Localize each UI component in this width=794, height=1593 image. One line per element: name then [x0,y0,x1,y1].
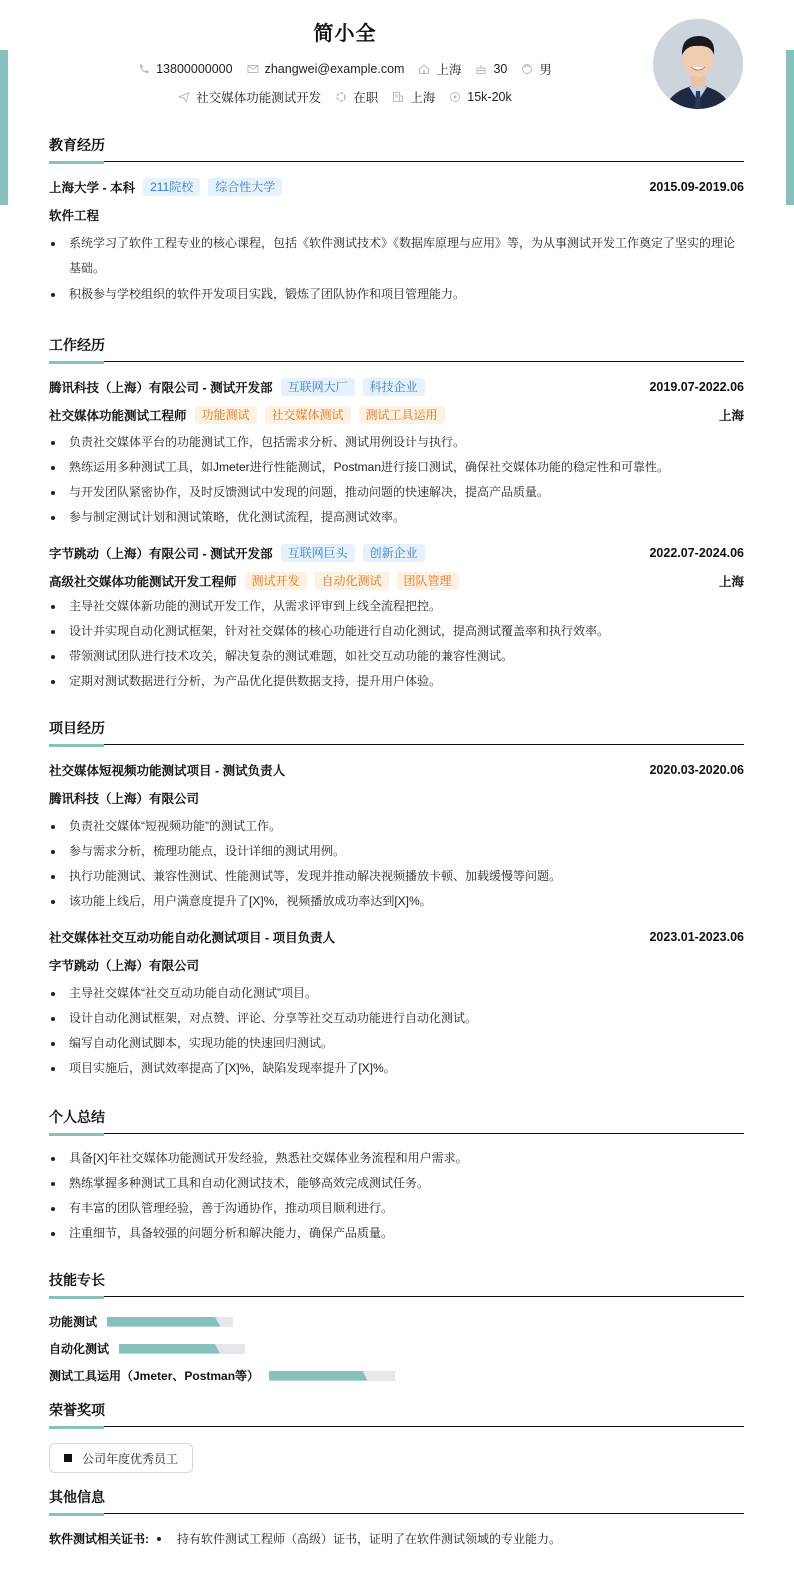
list-item: 与开发团队紧密协作，及时反馈测试中发现的问题，推动问题的快速解决，提高产品质量。 [49,480,744,505]
contact-row-2 [0,88,690,106]
info-work-city: 上海 [392,88,435,106]
company-name: 腾讯科技（上海）有限公司 - 测试开发部 [49,381,273,395]
job-bullets [49,430,744,530]
section-title-work: 工作经历 [49,335,744,362]
list-item: 编写自动化测试脚本，实现功能的快速回归测试。 [49,1031,744,1056]
section-awards [49,1400,744,1473]
list-item: 积极参与学校组织的软件开发项目实践，锻炼了团队协作和项目管理能力。 [49,282,744,307]
cake-icon [475,63,487,75]
project-bullets [49,981,744,1081]
skill-name: 自动化测试 [49,1342,110,1356]
skill-name: 测试工具运用（Jmeter、Postman等） [49,1369,260,1383]
list-item: 设计自动化测试框架，对点赞、评论、分享等社交互动功能进行自动化测试。 [49,1006,744,1031]
section-other [49,1487,744,1547]
skill-item [49,1313,398,1330]
info-age: 30 [475,62,507,76]
section-education [49,135,744,307]
job-role-row [49,570,744,592]
role-tag: 社交媒体测试 [265,406,351,424]
section-skills [49,1270,744,1384]
section-work [49,335,744,694]
project-company: 腾讯科技（上海）有限公司 [49,792,200,806]
job-location: 上海 [718,409,744,423]
mail-icon [247,63,259,75]
list-item: 带领测试团队进行技术攻关，解决复杂的测试难题，如社交互动功能的兼容性测试。 [49,644,744,669]
job-date: 2019.07-2022.06 [649,380,744,394]
company-tag: 互联网巨头 [281,544,355,562]
award-badge [49,1443,193,1473]
list-item: 熟练运用多种测试工具，如Jmeter进行性能测试，Postman进行接口测试，确保社交媒体功能的稳定性和可靠性。 [49,455,744,480]
section-title-awards: 荣誉奖项 [49,1400,744,1427]
role-tag: 自动化测试 [315,572,389,590]
skill-name: 功能测试 [49,1315,98,1329]
school-tag: 211院校 [143,178,200,196]
skill-level-bar [269,1371,395,1381]
company-tag: 互联网大厂 [281,378,355,396]
resume-header [0,0,794,120]
school-name: 上海大学 - 本科 [49,181,136,195]
company-name: 字节跳动（上海）有限公司 - 测试开发部 [49,547,273,561]
section-projects [49,718,744,1081]
list-item: 有丰富的团队管理经验，善于沟通协作，推动项目顺利进行。 [49,1196,744,1221]
list-item: 项目实施后，测试效率提高了[X]%，缺陷发现率提升了[X]%。 [49,1056,744,1081]
list-item: 设计并实现自动化测试框架，针对社交媒体的核心功能进行自动化测试，提高测试覆盖率和执行效率。 [49,619,744,644]
gender-icon [521,63,533,75]
list-item: 具备[X]年社交媒体功能测试开发经验，熟悉社交媒体业务流程和用户需求。 [49,1146,744,1171]
role-tag: 团队管理 [397,572,459,590]
section-title-other: 其他信息 [49,1487,744,1514]
project-date: 2023.01-2023.06 [649,930,744,944]
list-item: 熟练掌握多种测试工具和自动化测试技术，能够高效完成测试任务。 [49,1171,744,1196]
education-head [49,176,744,198]
skill-item [49,1340,398,1357]
square-bullet-icon [64,1454,72,1462]
role-tag: 功能测试 [195,406,257,424]
job-head [49,542,744,564]
education-date: 2015.09-2019.06 [649,180,744,194]
award-label: 公司年度优秀员工 [82,1451,179,1466]
project-name: 社交媒体短视频功能测试项目 - 测试负责人 [49,764,286,778]
role-tag: 测试工具运用 [359,406,445,424]
project-head [49,759,744,781]
list-item: 系统学习了软件工程专业的核心课程，包括《软件测试技术》《数据库原理与应用》等，为从事测试开发工作奠定了坚实的理论基础。 [49,231,744,281]
section-title-skills: 技能专长 [49,1270,744,1297]
skill-item [49,1367,549,1384]
list-item: 负责社交媒体“短视频功能”的测试工作。 [49,814,744,839]
job-role: 高级社交媒体功能测试开发工程师 [49,575,237,589]
avatar [653,19,743,109]
phone-icon [138,63,150,75]
company-tag: 创新企业 [363,544,425,562]
company-tag: 科技企业 [363,378,425,396]
project-company: 字节跳动（上海）有限公司 [49,959,200,973]
job-head [49,376,744,398]
job-date: 2022.07-2024.06 [649,546,744,560]
info-gender: 男 [521,60,552,78]
list-item: 主导社交媒体新功能的测试开发工作，从需求评审到上线全流程把控。 [49,594,744,619]
list-item: 主导社交媒体“社交互动功能自动化测试”项目。 [49,981,744,1006]
list-item: 该功能上线后，用户满意度提升了[X]%，视频播放成功率达到[X]%。 [49,889,744,914]
home-icon [418,63,430,75]
project-name: 社交媒体社交互动功能自动化测试项目 - 项目负责人 [49,931,336,945]
list-item: 参与制定测试计划和测试策略，优化测试流程，提高测试效率。 [49,505,744,530]
skill-level-bar [107,1317,233,1327]
role-tag: 测试开发 [245,572,307,590]
send-icon [178,91,190,103]
status-icon [335,91,347,103]
salary-icon [449,91,461,103]
building-icon [392,91,404,103]
list-item: 负责社交媒体平台的功能测试工作，包括需求分析、测试用例设计与执行。 [49,430,744,455]
list-item: 注重细节，具备较强的问题分析和解决能力，确保产品质量。 [49,1221,744,1246]
job-location: 上海 [718,575,744,589]
candidate-name: 简小全 [313,23,377,45]
bullet-dot [157,1537,161,1541]
other-info-row [49,1530,744,1547]
other-info-label: 软件测试相关证书: [49,1532,149,1546]
info-status: 在职 [335,88,378,106]
other-info-text: 持有软件测试工程师（高级）证书，证明了在软件测试领域的专业能力。 [177,1532,562,1546]
job-role: 社交媒体功能测试工程师 [49,409,187,423]
info-location: 上海 [418,60,461,78]
skill-level-bar [119,1344,245,1354]
summary-bullets [49,1146,744,1246]
contact-row-1 [0,60,690,78]
section-title-summary: 个人总结 [49,1107,744,1134]
project-head [49,926,744,948]
project-date: 2020.03-2020.06 [649,763,744,777]
education-bullets [49,231,744,307]
job-bullets [49,594,744,694]
info-email: zhangwei@example.com [247,62,405,76]
list-item: 执行功能测试、兼容性测试、性能测试等，发现并推动解决视频播放卡顿、加载缓慢等问题。 [49,864,744,889]
project-bullets [49,814,744,914]
list-item: 定期对测试数据进行分析，为产品优化提供数据支持，提升用户体验。 [49,669,744,694]
section-title-education: 教育经历 [49,135,744,162]
list-item: 参与需求分析，梳理功能点，设计详细的测试用例。 [49,839,744,864]
school-tag: 综合性大学 [208,178,282,196]
skills-list [49,1313,744,1384]
info-phone: 13800000000 [138,62,232,76]
section-title-projects: 项目经历 [49,718,744,745]
job-role-row [49,404,744,426]
resume-body [49,135,744,1547]
info-salary: 15k-20k [449,90,511,104]
major: 软件工程 [49,209,100,223]
info-job-intention: 社交媒体功能测试开发 [178,88,321,106]
section-summary [49,1107,744,1246]
